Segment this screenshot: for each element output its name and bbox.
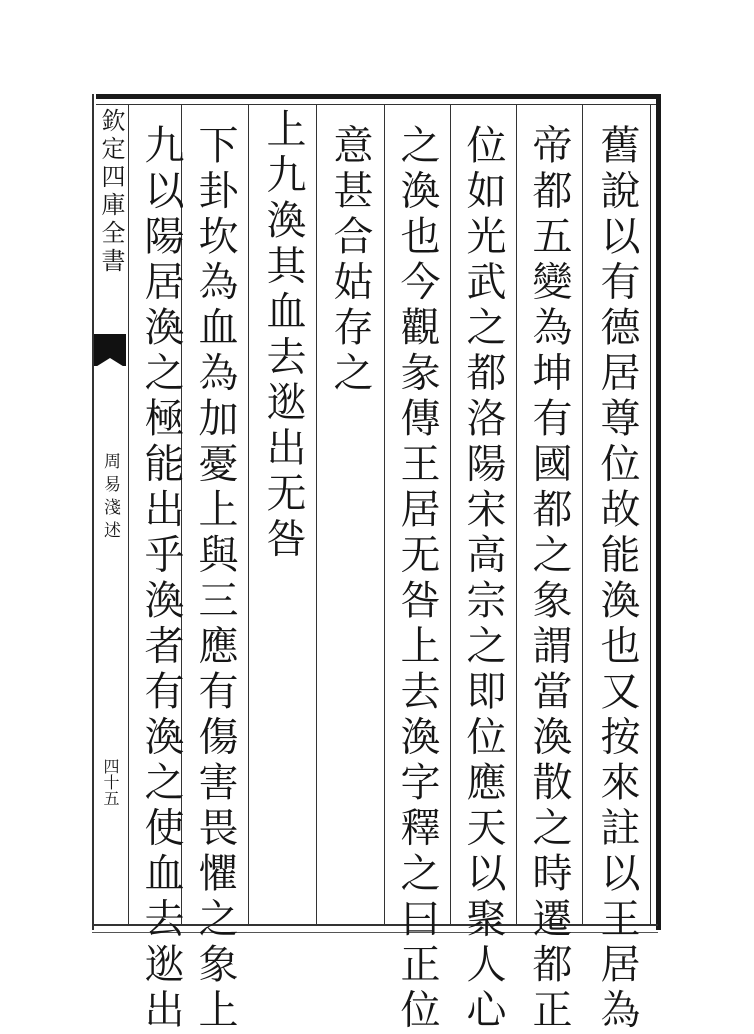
text-column-3: 位如光武之都洛陽宋高宗之即位應天以聚人心 — [460, 124, 506, 1034]
text-column-7: 下卦坎為血為加憂上與三應有傷害畏懼之象上 — [192, 124, 238, 1034]
collection-title: 欽定四庫全書 — [97, 108, 125, 276]
column-rule — [450, 104, 451, 924]
fishtail-notch — [94, 358, 126, 368]
column-rule — [316, 104, 317, 924]
frame-right-inner-border — [650, 104, 651, 924]
frame-top-border — [96, 94, 660, 99]
column-rule — [516, 104, 517, 924]
book-title: 周易淺述 — [100, 452, 120, 544]
page-number: 四十五 — [101, 758, 120, 806]
text-column-4: 之渙也今觀彖傳王居无咎上去渙字釋之曰正位 — [394, 124, 440, 1034]
text-column-5: 意甚合姑存之 — [327, 124, 373, 397]
text-column-8: 九以陽居渙之極能出乎渙者有渙之使血去逖出 — [138, 124, 184, 1034]
column-rule — [582, 104, 583, 924]
text-column-2: 帝都五變為坤有國都之象謂當渙散之時遷都正 — [526, 124, 572, 1034]
text-column-1: 舊說以有德居尊位故能渙也又按來註以王居為 — [594, 124, 640, 1034]
column-rule — [384, 104, 385, 924]
column-rule — [128, 104, 129, 924]
text-column-6-heading: 上九渙其血去逖出无咎 — [260, 108, 306, 563]
frame-right-border — [656, 94, 661, 930]
column-rule — [248, 104, 249, 924]
